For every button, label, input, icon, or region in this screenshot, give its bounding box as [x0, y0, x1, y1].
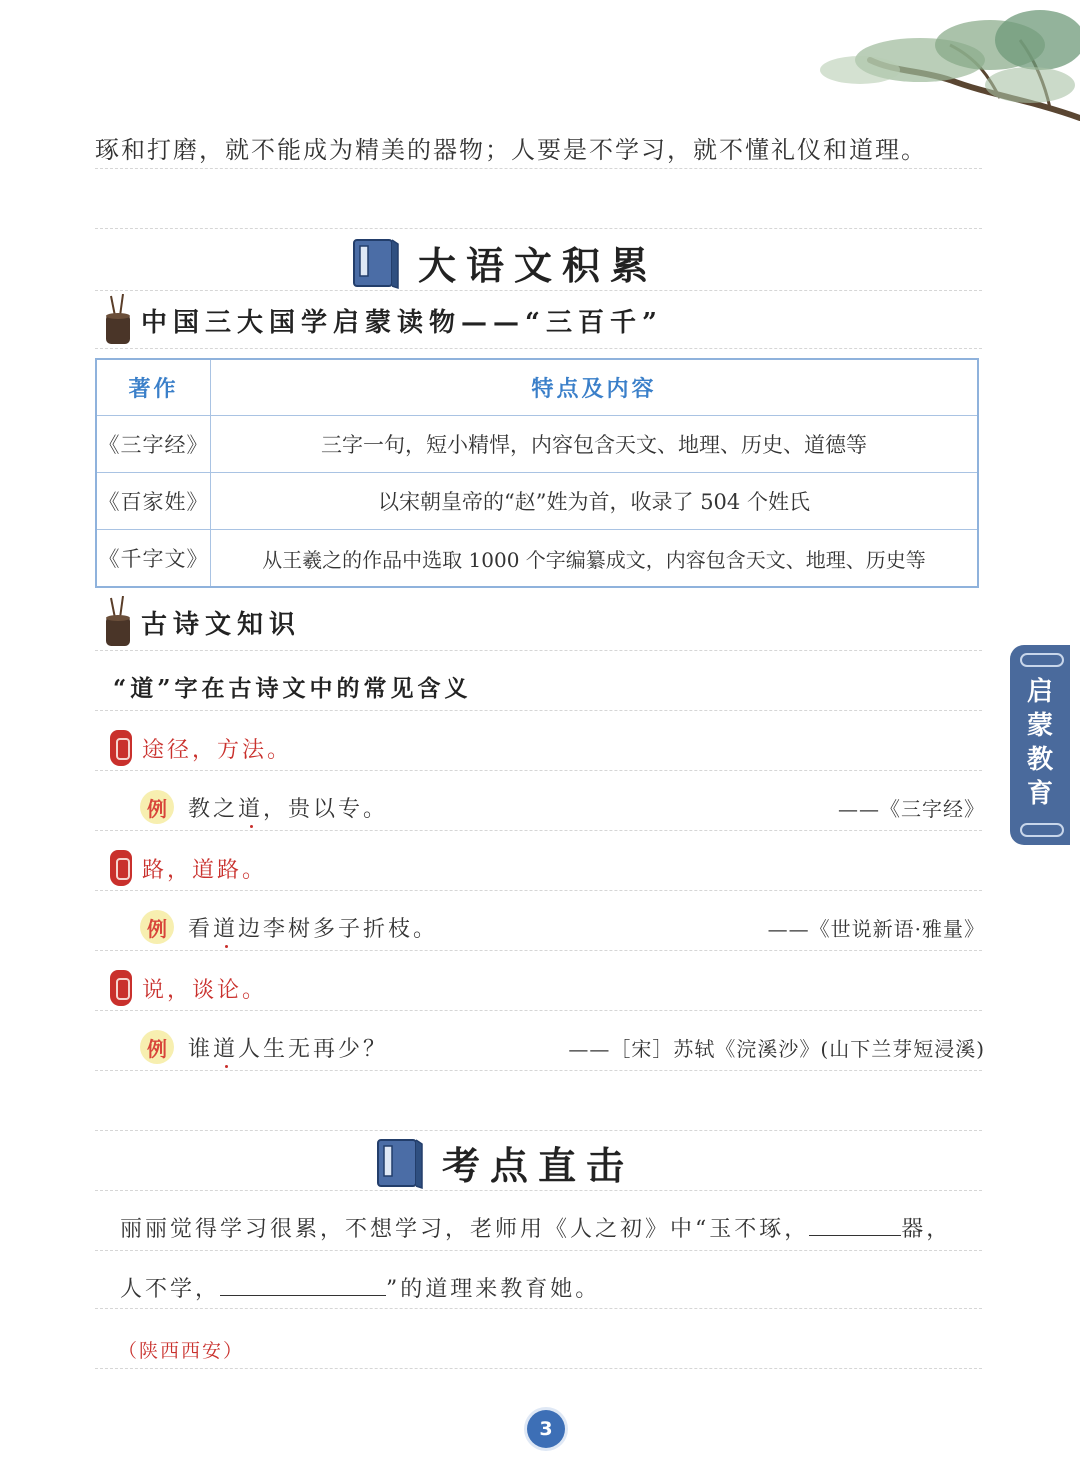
divider	[95, 1130, 982, 1131]
divider	[95, 348, 982, 349]
example-badge: 例	[140, 910, 174, 944]
meaning-item	[110, 850, 267, 886]
divider	[95, 290, 982, 291]
works-table	[95, 358, 979, 588]
answer-blank-1[interactable]	[809, 1215, 901, 1236]
meaning-text: 路，道路。	[142, 857, 268, 883]
divider	[95, 950, 982, 951]
section-title-exam	[372, 1134, 634, 1190]
book-icon	[348, 234, 404, 290]
subsection-title-text: 古诗文知识	[141, 609, 302, 640]
divider	[95, 830, 982, 831]
divider	[95, 1250, 982, 1251]
example-source: ——《三字经》	[838, 796, 985, 821]
table-header-row	[96, 359, 978, 416]
meaning-item	[110, 970, 267, 1006]
brush-pot-icon	[103, 596, 133, 648]
example-text: 看道边李树多子折枝。	[188, 916, 439, 942]
key-char: 道	[213, 916, 239, 942]
example-text: 教之道，贵以专。	[188, 796, 389, 822]
table-cell-work: 《百家姓》	[96, 473, 211, 530]
meaning-text: 说，谈论。	[142, 977, 268, 1003]
brush-pot-icon	[103, 294, 133, 346]
table-header: 著作	[96, 359, 211, 416]
key-char: 道	[213, 1036, 239, 1062]
section-title-accumulation	[348, 234, 658, 290]
key-char: 道	[238, 796, 264, 822]
divider	[95, 1190, 982, 1191]
table-cell-work: 《三字经》	[96, 416, 211, 473]
example-row	[140, 1030, 985, 1064]
ornament-icon	[1020, 653, 1064, 667]
page-number: 3	[527, 1410, 565, 1448]
example-badge: 例	[140, 790, 174, 824]
divider	[95, 1368, 982, 1369]
ornament-icon	[1020, 823, 1064, 837]
subsection-title-three-books	[103, 294, 663, 346]
meaning-heading: “道”字在古诗文中的常见含义	[113, 675, 472, 702]
example-row	[140, 910, 985, 944]
table-header: 特点及内容	[211, 359, 979, 416]
meaning-item	[110, 730, 292, 766]
region-tag: （陕西西安）	[118, 1340, 245, 1362]
seal-icon	[110, 730, 132, 766]
divider	[95, 770, 982, 771]
example-source: ——［宋］苏轼《浣溪沙》(山下兰芽短浸溪)	[568, 1036, 985, 1061]
book-icon	[372, 1134, 428, 1190]
answer-blank-2[interactable]	[220, 1275, 386, 1296]
meaning-text: 途径，方法。	[142, 737, 293, 763]
seal-icon	[110, 970, 132, 1006]
side-tab-label: 启 蒙 教 育	[1026, 677, 1053, 809]
question-line-1: 丽丽觉得学习很累，不想学习，老师用《人之初》中“玉不琢， 器，	[120, 1217, 952, 1242]
table-cell-content: 以宋朝皇帝的“赵”姓为首，收录了 504 个姓氏	[211, 473, 979, 530]
table-row	[96, 530, 978, 588]
divider	[95, 1010, 982, 1011]
table-cell-work: 《千字文》	[96, 530, 211, 588]
example-row	[140, 790, 985, 824]
divider	[95, 650, 982, 651]
divider	[95, 1070, 982, 1071]
divider	[95, 168, 982, 169]
divider	[95, 1308, 982, 1309]
example-badge: 例	[140, 1030, 174, 1064]
section-title-text: 考点直击	[442, 1142, 635, 1188]
side-tab[interactable]	[1010, 645, 1070, 845]
divider	[95, 890, 982, 891]
question-line-2: 人不学， ”的道理来教育她。	[120, 1277, 601, 1302]
table-cell-content: 从王羲之的作品中选取 1000 个字编纂成文，内容包含天文、地理、历史等	[211, 530, 979, 588]
table-row	[96, 416, 978, 473]
example-source: ——《世说新语·雅量》	[767, 916, 985, 941]
table-cell-content: 三字一句，短小精悍，内容包含天文、地理、历史、道德等	[211, 416, 979, 473]
example-text: 谁道人生无再少？	[188, 1036, 389, 1062]
subsection-title-poetry	[103, 596, 301, 648]
seal-icon	[110, 850, 132, 886]
subsection-title-text: 中国三大国学启蒙读物——“三百千”	[141, 307, 663, 338]
divider	[95, 710, 982, 711]
section-title-text: 大语文积累	[418, 242, 659, 288]
divider	[95, 228, 982, 229]
intro-text: 琢和打磨，就不能成为精美的器物；人要是不学习，就不懂礼仪和道理。	[95, 136, 927, 164]
table-row	[96, 473, 978, 530]
pine-branch-illustration	[800, 0, 1080, 135]
